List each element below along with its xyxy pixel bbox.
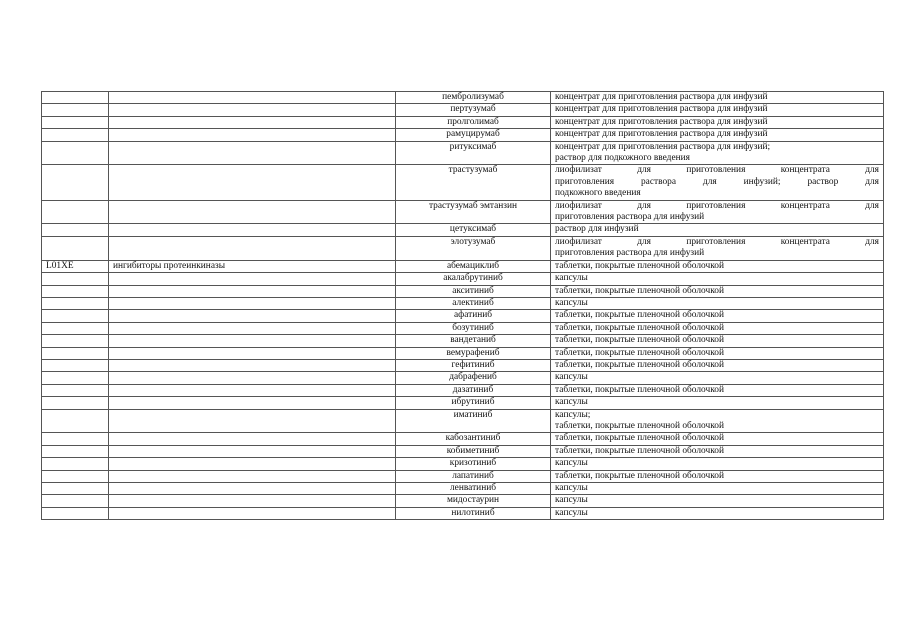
- drug-name-cell: ибрутиниб: [396, 397, 551, 409]
- atc-code-cell: [42, 359, 109, 371]
- dosage-form-cell: [551, 433, 884, 445]
- table-row: [42, 285, 884, 297]
- dosage-form-line: капсулы: [555, 372, 588, 383]
- drug-name-cell: лапатиниб: [396, 470, 551, 482]
- dosage-form-line: таблетки, покрытые пленочной оболочкой: [555, 359, 724, 370]
- dosage-form-cell: [551, 273, 884, 285]
- dosage-form-line: концентрат для приготовления раствора для инфузий;: [555, 141, 771, 152]
- pharmacological-group-cell: [109, 224, 396, 236]
- pharmacological-group-cell: [109, 397, 396, 409]
- drug-name-cell: вемурафениб: [396, 347, 551, 359]
- pharmacological-group-cell: [109, 236, 396, 260]
- pharmacological-group-cell: [109, 372, 396, 384]
- medication-table-body: [42, 92, 884, 520]
- drug-name-cell: дазатиниб: [396, 384, 551, 396]
- dosage-form-line: капсулы: [555, 273, 588, 284]
- dosage-form-line: таблетки, покрытые пленочной оболочкой: [555, 335, 724, 346]
- drug-name-cell: цетуксимаб: [396, 224, 551, 236]
- pharmacological-group-cell: [109, 470, 396, 482]
- atc-code-cell: [42, 297, 109, 309]
- dosage-form-cell: [551, 470, 884, 482]
- dosage-form-cell: [551, 165, 884, 200]
- dosage-form-cell: [551, 310, 884, 322]
- dosage-form-line: концентрат для приготовления раствора для инфузий: [555, 92, 768, 102]
- atc-code-cell: [42, 285, 109, 297]
- table-row: [42, 224, 884, 236]
- table-row: [42, 409, 884, 433]
- pharmacological-group-cell: [109, 347, 396, 359]
- drug-name-cell: вандетаниб: [396, 335, 551, 347]
- pharmacological-group-cell: [109, 200, 396, 224]
- dosage-form-line: лиофилизат для приготовления концентрата для: [555, 165, 879, 176]
- atc-code-cell: [42, 165, 109, 200]
- pharmacological-group-cell: [109, 458, 396, 470]
- atc-code-cell: [42, 116, 109, 128]
- dosage-form-line: таблетки, покрытые пленочной оболочкой: [555, 470, 724, 481]
- pharmacological-group-cell: [109, 104, 396, 116]
- dosage-form-cell: [551, 200, 884, 224]
- atc-code-cell: [42, 409, 109, 433]
- dosage-form-cell: [551, 359, 884, 371]
- atc-code-cell: [42, 458, 109, 470]
- pharmacological-group-cell: [109, 433, 396, 445]
- dosage-form-cell: [551, 92, 884, 104]
- pharmacological-group-cell: [109, 116, 396, 128]
- atc-code-cell: [42, 397, 109, 409]
- drug-name-cell: пембролизумаб: [396, 92, 551, 104]
- atc-code-cell: [42, 224, 109, 236]
- dosage-form-line: раствор для инфузий: [555, 224, 639, 235]
- table-row: [42, 445, 884, 457]
- drug-name-cell: трастузумаб эмтанзин: [396, 200, 551, 224]
- drug-name-cell: акалабрутиниб: [396, 273, 551, 285]
- pharmacological-group-cell: [109, 322, 396, 334]
- dosage-form-line: таблетки, покрытые пленочной оболочкой: [555, 384, 724, 395]
- dosage-form-line: приготовления раствора для инфузий: [555, 212, 705, 223]
- pharmacological-group-cell: [109, 359, 396, 371]
- dosage-form-line: таблетки, покрытые пленочной оболочкой: [555, 322, 724, 333]
- dosage-form-cell: [551, 285, 884, 297]
- dosage-form-cell: [551, 409, 884, 433]
- dosage-form-line: подкожного введения: [555, 188, 641, 199]
- dosage-form-line: капсулы: [555, 458, 588, 469]
- drug-name-cell: афатиниб: [396, 310, 551, 322]
- dosage-form-cell: [551, 116, 884, 128]
- table-row: [42, 104, 884, 116]
- drug-name-cell: пролголимаб: [396, 116, 551, 128]
- pharmacological-group-cell: [109, 165, 396, 200]
- drug-name-cell: мидостаурин: [396, 495, 551, 507]
- dosage-form-cell: [551, 397, 884, 409]
- dosage-form-line: таблетки, покрытые пленочной оболочкой: [555, 445, 724, 456]
- drug-name-cell: акситиниб: [396, 285, 551, 297]
- table-row: [42, 273, 884, 285]
- dosage-form-cell: [551, 445, 884, 457]
- pharmacological-group-cell: [109, 384, 396, 396]
- dosage-form-line: лиофилизат для приготовления концентрата для: [555, 200, 879, 211]
- drug-name-cell: иматиниб: [396, 409, 551, 433]
- table-row: [42, 335, 884, 347]
- drug-name-cell: алектиниб: [396, 297, 551, 309]
- drug-name-cell: кризотиниб: [396, 458, 551, 470]
- atc-code-cell: [42, 372, 109, 384]
- pharmacological-group-cell: [109, 285, 396, 297]
- dosage-form-line: приготовления раствора для инфузий; раствор для: [555, 176, 879, 187]
- atc-code-cell: [42, 335, 109, 347]
- table-row: [42, 458, 884, 470]
- pharmacological-group-cell: [109, 409, 396, 433]
- table-row: [42, 129, 884, 141]
- table-row: [42, 92, 884, 104]
- atc-code-cell: [42, 495, 109, 507]
- dosage-form-line: таблетки, покрытые пленочной оболочкой: [555, 433, 724, 444]
- drug-name-cell: кобиметиниб: [396, 445, 551, 457]
- pharmacological-group-cell: [109, 297, 396, 309]
- table-row: [42, 507, 884, 519]
- dosage-form-line: капсулы: [555, 297, 588, 308]
- dosage-form-cell: [551, 141, 884, 165]
- dosage-form-cell: [551, 495, 884, 507]
- dosage-form-cell: [551, 483, 884, 495]
- dosage-form-line: таблетки, покрытые пленочной оболочкой: [555, 285, 724, 296]
- atc-code-cell: [42, 104, 109, 116]
- atc-code-cell: [42, 141, 109, 165]
- drug-name-cell: кабозантиниб: [396, 433, 551, 445]
- atc-code-cell: [42, 470, 109, 482]
- table-row: [42, 310, 884, 322]
- dosage-form-cell: [551, 507, 884, 519]
- drug-name-cell: бозутиниб: [396, 322, 551, 334]
- dosage-form-line: капсулы: [555, 483, 588, 493]
- dosage-form-cell: [551, 335, 884, 347]
- drug-name-cell: элотузумаб: [396, 236, 551, 260]
- dosage-form-line: таблетки, покрытые пленочной оболочкой: [555, 260, 724, 271]
- drug-name-cell: нилотиниб: [396, 507, 551, 519]
- pharmacological-group-cell: [109, 273, 396, 285]
- dosage-form-line: капсулы;: [555, 409, 591, 420]
- table-row: [42, 359, 884, 371]
- table-row: [42, 470, 884, 482]
- pharmacological-group-cell: ингибиторы протеинкиназы: [109, 260, 396, 272]
- drug-name-cell: ленватиниб: [396, 483, 551, 495]
- atc-code-cell: [42, 507, 109, 519]
- table-row: [42, 372, 884, 384]
- dosage-form-line: капсулы: [555, 507, 588, 518]
- atc-code-cell: [42, 445, 109, 457]
- table-row: [42, 165, 884, 200]
- dosage-form-line: раствор для подкожного введения: [555, 153, 690, 164]
- table-row: [42, 397, 884, 409]
- dosage-form-cell: [551, 104, 884, 116]
- dosage-form-line: концентрат для приготовления раствора для инфузий: [555, 129, 768, 140]
- atc-code-cell: [42, 433, 109, 445]
- dosage-form-cell: [551, 322, 884, 334]
- atc-code-cell: L01XE: [42, 260, 109, 272]
- pharmacological-group-cell: [109, 141, 396, 165]
- table-row: [42, 495, 884, 507]
- drug-name-cell: рамуцирумаб: [396, 129, 551, 141]
- table-row: [42, 200, 884, 224]
- dosage-form-cell: [551, 372, 884, 384]
- table-row: [42, 433, 884, 445]
- pharmacological-group-cell: [109, 483, 396, 495]
- atc-code-cell: [42, 322, 109, 334]
- table-row: [42, 260, 884, 272]
- dosage-form-cell: [551, 297, 884, 309]
- drug-name-cell: трастузумаб: [396, 165, 551, 200]
- dosage-form-line: лиофилизат для приготовления концентрата для: [555, 236, 879, 247]
- table-row: [42, 483, 884, 495]
- dosage-form-cell: [551, 458, 884, 470]
- table-row: [42, 116, 884, 128]
- atc-code-cell: [42, 310, 109, 322]
- drug-name-cell: пертузумаб: [396, 104, 551, 116]
- dosage-form-line: капсулы: [555, 397, 588, 408]
- atc-code-cell: [42, 200, 109, 224]
- pharmacological-group-cell: [109, 310, 396, 322]
- atc-code-cell: [42, 384, 109, 396]
- table-row: [42, 322, 884, 334]
- dosage-form-cell: [551, 129, 884, 141]
- dosage-form-line: капсулы: [555, 495, 588, 506]
- dosage-form-cell: [551, 347, 884, 359]
- dosage-form-line: таблетки, покрытые пленочной оболочкой: [555, 310, 724, 321]
- table-row: [42, 384, 884, 396]
- atc-code-cell: [42, 347, 109, 359]
- dosage-form-cell: [551, 384, 884, 396]
- drug-name-cell: гефитиниб: [396, 359, 551, 371]
- drug-name-cell: дабрафениб: [396, 372, 551, 384]
- pharmacological-group-cell: [109, 92, 396, 104]
- dosage-form-line: концентрат для приготовления раствора для инфузий: [555, 104, 768, 115]
- atc-code-cell: [42, 483, 109, 495]
- table-row: [42, 236, 884, 260]
- dosage-form-cell: [551, 224, 884, 236]
- dosage-form-cell: [551, 260, 884, 272]
- pharmacological-group-cell: [109, 445, 396, 457]
- pharmacological-group-cell: [109, 507, 396, 519]
- dosage-form-line: таблетки, покрытые пленочной оболочкой: [555, 420, 724, 431]
- pharmacological-group-cell: [109, 335, 396, 347]
- atc-code-cell: [42, 92, 109, 104]
- dosage-form-line: таблетки, покрытые пленочной оболочкой: [555, 347, 724, 358]
- drug-name-cell: ритуксимаб: [396, 141, 551, 165]
- atc-code-cell: [42, 129, 109, 141]
- drug-name-cell: абемациклиб: [396, 260, 551, 272]
- pharmacological-group-cell: [109, 129, 396, 141]
- table-row: [42, 141, 884, 165]
- dosage-form-line: концентрат для приготовления раствора для инфузий: [555, 116, 768, 127]
- dosage-form-line: приготовления раствора для инфузий: [555, 248, 705, 259]
- table-row: [42, 347, 884, 359]
- table-row: [42, 297, 884, 309]
- atc-code-cell: [42, 273, 109, 285]
- atc-code-cell: [42, 236, 109, 260]
- medication-table: [41, 91, 884, 520]
- dosage-form-cell: [551, 236, 884, 260]
- pharmacological-group-cell: [109, 495, 396, 507]
